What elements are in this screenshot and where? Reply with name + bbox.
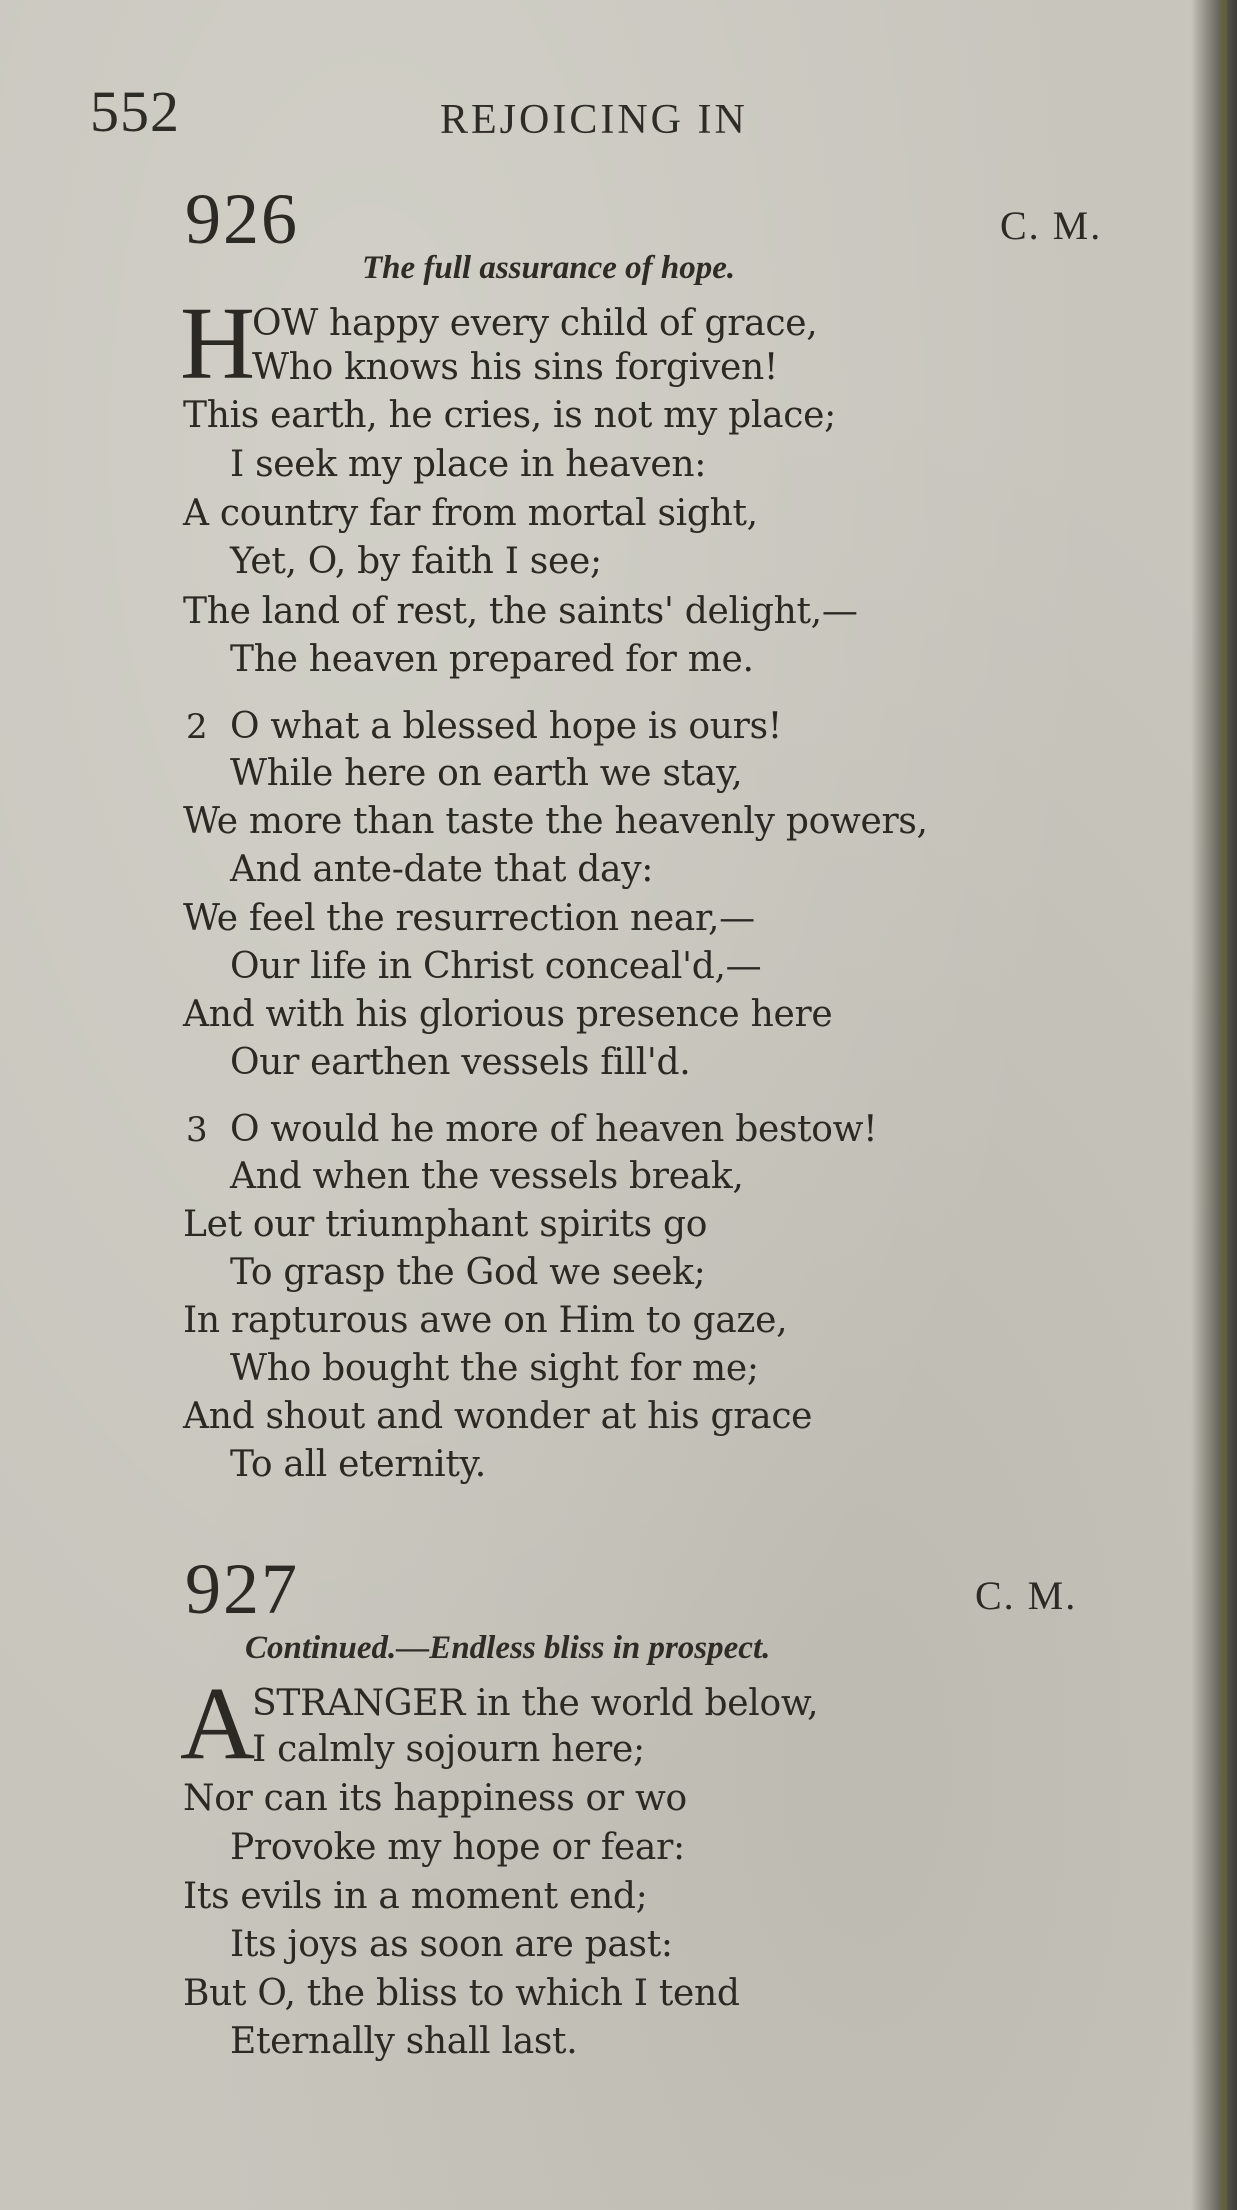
verse-line: Eternally shall last. [230, 2021, 578, 2062]
hymn-subtitle: Continued.—Endless bliss in prospect. [245, 1630, 771, 1666]
hymn-number: 926 [185, 179, 299, 259]
hymn-meter: C. M. [975, 1573, 1078, 1618]
verse-line: Provoke my hope or fear: [230, 1827, 685, 1868]
page-number: 552 [90, 79, 180, 144]
verse-line: To all eternity. [230, 1444, 486, 1485]
verse-line: To grasp the God we seek; [230, 1252, 706, 1293]
verse-line: Its evils in a moment end; [183, 1876, 648, 1917]
verse-line: But O, the bliss to which I tend [183, 1973, 740, 2014]
verse-line: Its joys as soon are past: [230, 1924, 673, 1965]
spine-stripe [1221, 0, 1227, 2210]
verse-line: And with his glorious presence here [183, 994, 833, 1035]
verse-line: And when the vessels break, [230, 1156, 744, 1197]
verse-line: Our life in Christ conceal'd,— [230, 946, 762, 987]
drop-cap: H [180, 286, 256, 401]
verse-line: Who knows his sins forgiven! [252, 347, 779, 388]
hymn-number: 927 [185, 1549, 299, 1629]
running-head: REJOICING IN [440, 97, 748, 143]
verse-line: Who bought the sight for me; [230, 1348, 759, 1389]
verse-line: Nor can its happiness or wo [183, 1778, 687, 1819]
verse-line: Our earthen vessels fill'd. [230, 1042, 691, 1083]
verse-line: Yet, O, by faith I see; [230, 541, 602, 582]
verse-line: In rapturous awe on Him to gaze, [183, 1300, 788, 1341]
verse-line: STRANGER in the world below, [252, 1683, 819, 1724]
verse-line: While here on earth we stay, [230, 753, 743, 794]
book-spine-edge [1191, 0, 1237, 2210]
verse-line: We feel the resurrection near,— [183, 898, 755, 939]
verse-line: This earth, he cries, is not my place; [183, 395, 836, 436]
verse-line: O what a blessed hope is ours! [230, 706, 782, 747]
stanza-number: 3 [186, 1110, 208, 1150]
verse-line: I seek my place in heaven: [230, 444, 707, 485]
verse-line: And ante-date that day: [230, 849, 654, 890]
verse-line: OW happy every child of grace, [252, 303, 818, 344]
verse-line: And shout and wonder at his grace [183, 1396, 813, 1437]
hymn-meter: C. M. [1000, 203, 1103, 248]
verse-line: A country far from mortal sight, [183, 493, 758, 534]
verse-line: I calmly sojourn here; [252, 1729, 645, 1770]
verse-line: We more than taste the heavenly powers, [183, 801, 928, 842]
verse-line: Let our triumphant spirits go [183, 1204, 708, 1245]
verse-line: The heaven prepared for me. [230, 639, 754, 680]
drop-cap: A [180, 1666, 256, 1781]
verse-line: The land of rest, the saints' delight,— [183, 591, 858, 632]
hymn-subtitle: The full assurance of hope. [362, 250, 736, 286]
verse-line: O would he more of heaven bestow! [230, 1109, 878, 1150]
stanza-number: 2 [186, 707, 208, 747]
